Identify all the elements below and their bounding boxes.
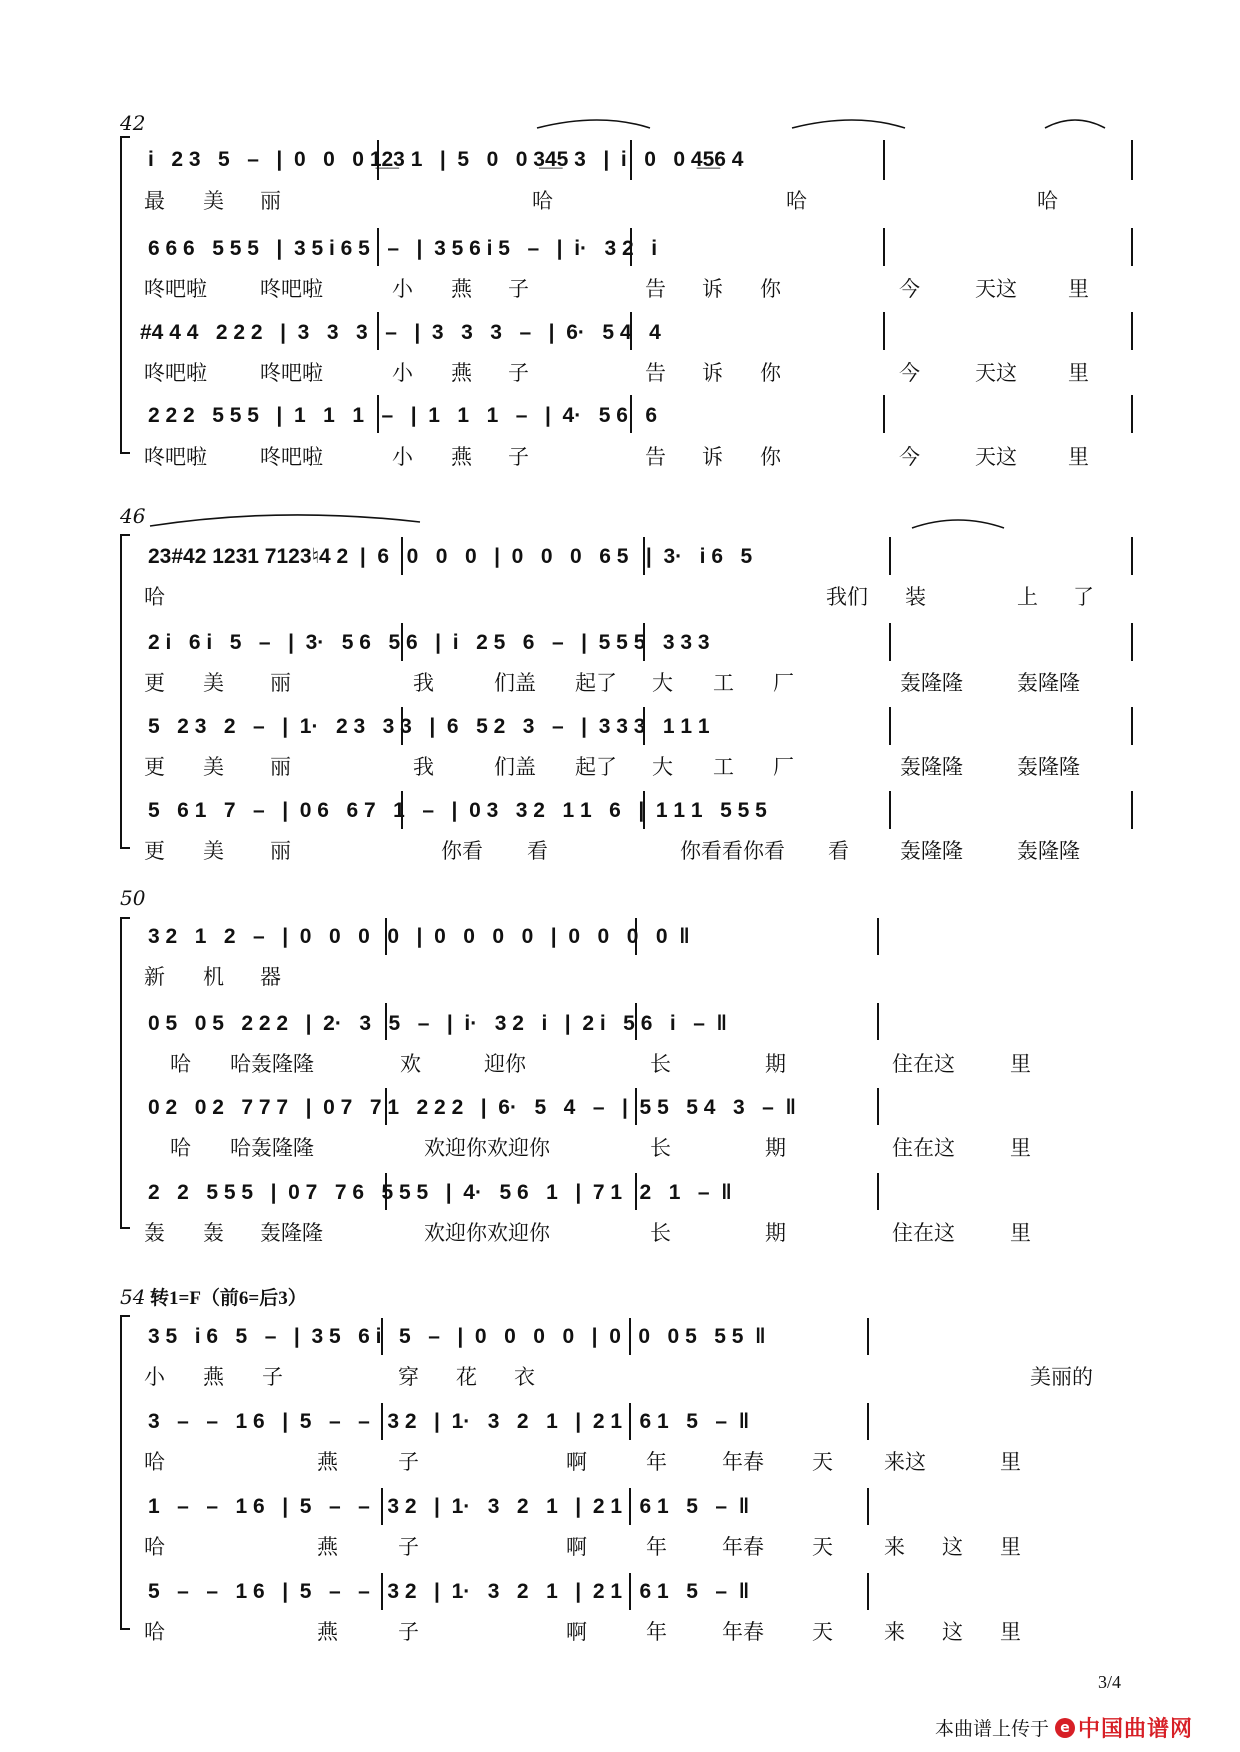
lyric: 哈	[170, 1136, 191, 1160]
lyric: 丽	[260, 189, 281, 213]
lyric: 大	[652, 755, 673, 779]
lyric: 你	[760, 445, 781, 469]
lyric: 咚吧啦	[144, 277, 207, 301]
lyric: 燕	[451, 361, 472, 385]
lyric: 轰隆隆	[900, 839, 963, 863]
lyric: 美	[203, 755, 224, 779]
lyric: 里	[1000, 1450, 1021, 1474]
voice-1-notes: 3 5 i 6 5 – | 3 5 6 i 5 – | 0 0 0 0 | 0 0 0 5 5 5 ‖	[148, 1325, 766, 1348]
lyric: 穿	[398, 1365, 419, 1389]
lyric: 们盖	[494, 755, 536, 779]
voice-2-lyrics	[144, 671, 1080, 695]
voice-4-notes: 5 6 1 7 – | 0 6 6 7 1 – | 0 3 3 2 1 1 6 | 1 1 1 5 5 5	[148, 799, 767, 822]
lyric: 更	[144, 755, 165, 779]
lyric: 长	[650, 1052, 671, 1076]
lyric: 里	[1000, 1535, 1021, 1559]
lyric: 这	[942, 1535, 963, 1559]
system-bracket	[121, 137, 130, 453]
lyric: 我	[413, 755, 434, 779]
voice-3-notes: 0 2 0 2 7 7 7 | 0 7 7 1 2 2 2 | 6· 5 4 – | 5 5 5 4 3 – ‖	[148, 1096, 796, 1119]
lyric: 小	[392, 277, 413, 301]
lyric: 子	[398, 1450, 419, 1474]
slur	[792, 120, 905, 128]
voice-4-notes: 2 2 2 5 5 5 | 1 1 1 – | 1 1 1 – | 4· 5 6 6	[148, 404, 658, 427]
lyric: 上	[1017, 585, 1038, 609]
system-54	[120, 1285, 1093, 1644]
voice-2-notes: 2 i 6 i 5 – | 3· 5 6 5 6 | i 2 5 6 – | 5 5 5 3 3 3	[148, 631, 710, 654]
slur	[1045, 120, 1105, 128]
lyric: 诉	[702, 361, 723, 385]
lyric: 燕	[451, 277, 472, 301]
voice-2-lyrics	[170, 1052, 1031, 1076]
bar-number-42: 42	[120, 111, 146, 135]
lyric: 我	[413, 671, 434, 695]
lyric: 年春	[722, 1450, 764, 1474]
lyric: 告	[645, 361, 666, 385]
lyric: 长	[650, 1136, 671, 1160]
lyric: 丽	[270, 839, 291, 863]
lyric: 啊	[566, 1450, 587, 1474]
voice-1-notes: i 2 3 5 – | 0 0 0 1̲2̲3 1 | 5 0 0 3̲4̲5 3 | i 0 0 4̲5̲6 4	[148, 148, 744, 171]
lyric: 哈	[786, 189, 807, 213]
voice-3-notes: 1 – – 1 6 | 5 – – 3 2 | 1· 3 2 1 | 2 1 6 1 5 – ‖	[148, 1495, 750, 1518]
lyric: 年	[646, 1620, 667, 1644]
voice-1-lyrics	[144, 965, 281, 989]
lyric: 哈	[170, 1052, 191, 1076]
lyric: 里	[1010, 1052, 1031, 1076]
lyric: 轰隆隆	[1017, 671, 1080, 695]
system-46	[119, 504, 1132, 863]
lyric: 期	[765, 1221, 786, 1245]
site-logo-icon: e	[1055, 1718, 1075, 1738]
lyric: 哈轰隆隆	[230, 1052, 314, 1076]
lyric: 住在这	[892, 1052, 955, 1076]
lyric: 装	[905, 585, 926, 609]
voice-3-lyrics	[144, 755, 1080, 779]
lyric: 轰	[144, 1221, 165, 1245]
lyric: 轰	[203, 1221, 224, 1245]
lyric: 哈	[532, 189, 553, 213]
lyric: 小	[144, 1365, 165, 1389]
lyric: 年	[646, 1535, 667, 1559]
lyric: 你看看你看	[680, 839, 785, 863]
lyric: 里	[1010, 1136, 1031, 1160]
lyric: 器	[260, 965, 281, 989]
lyric: 花	[456, 1365, 477, 1389]
footer	[935, 1712, 1193, 1743]
lyric: 哈	[144, 585, 165, 609]
voice-3-notes: #4 4 4 2 2 2 | 3 3 3 – | 3 3 3 – | 6· 5 4 4	[140, 321, 661, 344]
lyric: 里	[1068, 361, 1089, 385]
lyric: 美	[203, 671, 224, 695]
lyric: 咚吧啦	[260, 277, 323, 301]
lyric: 天	[812, 1535, 833, 1559]
lyric: 你	[760, 277, 781, 301]
voice-3-lyrics	[144, 361, 1089, 385]
site-name: 中国曲谱网	[1078, 1717, 1194, 1742]
system-bracket	[121, 535, 130, 848]
lyric: 小	[392, 361, 413, 385]
lyric: 里	[1068, 445, 1089, 469]
lyric: 天这	[975, 361, 1017, 385]
lyric: 衣	[514, 1365, 535, 1389]
lyric: 住在这	[892, 1221, 955, 1245]
lyric: 看	[828, 839, 849, 863]
lyric: 哈	[144, 1450, 165, 1474]
lyric: 长	[650, 1221, 671, 1245]
lyric: 哈	[1037, 189, 1058, 213]
bar-number-54: 54	[120, 1285, 146, 1309]
lyric: 起了	[575, 755, 617, 779]
lyric: 燕	[317, 1535, 338, 1559]
lyric: 燕	[203, 1365, 224, 1389]
lyric: 轰隆隆	[900, 755, 963, 779]
voice-3-lyrics	[144, 1535, 1021, 1559]
lyric: 工	[713, 671, 734, 695]
lyric: 迎你	[484, 1052, 526, 1076]
lyric: 厂	[773, 671, 794, 695]
slur	[537, 120, 650, 128]
lyric: 子	[262, 1365, 283, 1389]
voice-1-notes: 23#42 1231 7123♮4 2 | 6 0 0 0 | 0 0 0 6 5 | 3· i 6 5	[148, 545, 753, 568]
voice-4-notes: 2 2 5 5 5 | 0 7 7 6 5 5 5 | 4· 5 6 1 | 7 1 2 1 – ‖	[148, 1181, 732, 1204]
voice-2-notes: 0 5 0 5 2 2 2 | 2· 3 5 – | i· 3 2 i | 2 i 5 6 i – ‖	[148, 1012, 728, 1035]
voice-4-lyrics	[144, 445, 1089, 469]
lyric: 诉	[702, 277, 723, 301]
lyric: 美丽的	[1030, 1365, 1093, 1389]
site-logo-link[interactable]	[1055, 1712, 1193, 1743]
voice-1-lyrics	[144, 189, 1058, 213]
lyric: 更	[144, 671, 165, 695]
key-change-marking: 转1=F（前6=后3）	[150, 1288, 307, 1309]
lyric: 住在这	[892, 1136, 955, 1160]
lyric: 轰隆隆	[1017, 755, 1080, 779]
lyric: 天	[812, 1450, 833, 1474]
lyric: 轰隆隆	[1017, 839, 1080, 863]
lyric: 年春	[722, 1620, 764, 1644]
lyric: 这	[942, 1620, 963, 1644]
lyric: 你看	[441, 839, 483, 863]
lyric: 燕	[317, 1450, 338, 1474]
slur	[912, 520, 1004, 528]
lyric: 哈	[144, 1620, 165, 1644]
lyric: 小	[392, 445, 413, 469]
lyric: 更	[144, 839, 165, 863]
lyric: 大	[652, 671, 673, 695]
voice-4-lyrics	[144, 839, 1080, 863]
system-bracket	[121, 1316, 130, 1629]
lyric: 轰隆隆	[900, 671, 963, 695]
lyric: 诉	[702, 445, 723, 469]
lyric: 今	[899, 361, 920, 385]
lyric: 告	[645, 277, 666, 301]
lyric: 来	[884, 1620, 905, 1644]
lyric: 欢迎你欢迎你	[424, 1221, 550, 1245]
voice-4-lyrics	[144, 1620, 1021, 1644]
voice-2-notes: 6 6 6 5 5 5 | 3 5 i 6 5 – | 3 5 6 i 5 – | i· 3 2 i	[148, 237, 658, 260]
lyric: 期	[765, 1136, 786, 1160]
lyric: 天	[812, 1620, 833, 1644]
voice-4-notes: 5 – – 1 6 | 5 – – 3 2 | 1· 3 2 1 | 2 1 6 1 5 – ‖	[148, 1580, 750, 1603]
voice-4-lyrics	[144, 1221, 1031, 1245]
lyric: 哈轰隆隆	[230, 1136, 314, 1160]
voice-3-notes: 5 2 3 2 – | 1· 2 3 3 3 | 6 5 2 3 – | 3 3 3 1 1 1	[148, 715, 710, 738]
system-42	[119, 111, 1132, 469]
lyric: 哈	[144, 1535, 165, 1559]
lyric: 你	[760, 361, 781, 385]
lyric: 告	[645, 445, 666, 469]
lyric: 子	[508, 361, 529, 385]
voice-1-notes: 3 2 1 2 – | 0 0 0 0 | 0 0 0 0 | 0 0 0 0 ‖	[148, 925, 690, 948]
lyric: 丽	[270, 755, 291, 779]
lyric: 咚吧啦	[260, 361, 323, 385]
lyric: 咚吧啦	[144, 445, 207, 469]
lyric: 啊	[566, 1535, 587, 1559]
lyric: 年	[646, 1450, 667, 1474]
lyric: 工	[713, 755, 734, 779]
lyric: 天这	[975, 277, 1017, 301]
lyric: 期	[765, 1052, 786, 1076]
lyric: 子	[398, 1620, 419, 1644]
upload-notice: 本曲谱上传于	[935, 1718, 1050, 1740]
lyric: 今	[899, 445, 920, 469]
lyric: 欢迎你欢迎你	[424, 1136, 550, 1160]
system-50	[120, 886, 1031, 1245]
lyric: 们盖	[494, 671, 536, 695]
lyric: 厂	[773, 755, 794, 779]
lyric: 起了	[575, 671, 617, 695]
lyric: 轰隆隆	[260, 1221, 323, 1245]
lyric: 机	[203, 965, 224, 989]
lyric: 子	[508, 277, 529, 301]
voice-1-lyrics	[144, 585, 1094, 609]
lyric: 最	[144, 189, 165, 213]
lyric: 年春	[722, 1535, 764, 1559]
lyric: 看	[527, 839, 548, 863]
lyric: 我们	[826, 585, 868, 609]
voice-1-lyrics	[144, 1365, 1093, 1389]
lyric: 今	[899, 277, 920, 301]
lyric: 来这	[884, 1450, 926, 1474]
bar-number-46: 46	[120, 504, 146, 528]
lyric: 咚吧啦	[260, 445, 323, 469]
lyric: 啊	[566, 1620, 587, 1644]
voice-3-lyrics	[170, 1136, 1031, 1160]
system-bracket	[121, 918, 130, 1228]
lyric: 燕	[451, 445, 472, 469]
lyric: 新	[144, 965, 165, 989]
voice-2-lyrics	[144, 1450, 1021, 1474]
lyric: 天这	[975, 445, 1017, 469]
lyric: 欢	[400, 1052, 421, 1076]
lyric: 子	[398, 1535, 419, 1559]
bar-number-50: 50	[120, 886, 146, 910]
lyric: 美	[203, 839, 224, 863]
lyric: 里	[1000, 1620, 1021, 1644]
lyric: 燕	[317, 1620, 338, 1644]
lyric: 咚吧啦	[144, 361, 207, 385]
voice-2-notes: 3 – – 1 6 | 5 – – 3 2 | 1· 3 2 1 | 2 1 6 1 5 – ‖	[148, 1410, 750, 1433]
lyric: 丽	[270, 671, 291, 695]
page-number: 3/4	[1098, 1672, 1122, 1692]
lyric: 子	[508, 445, 529, 469]
lyric: 了	[1073, 585, 1094, 609]
lyric: 来	[884, 1535, 905, 1559]
lyric: 美	[203, 189, 224, 213]
voice-2-lyrics	[144, 277, 1089, 301]
lyric: 里	[1068, 277, 1089, 301]
lyric: 里	[1010, 1221, 1031, 1245]
slur	[150, 515, 420, 526]
